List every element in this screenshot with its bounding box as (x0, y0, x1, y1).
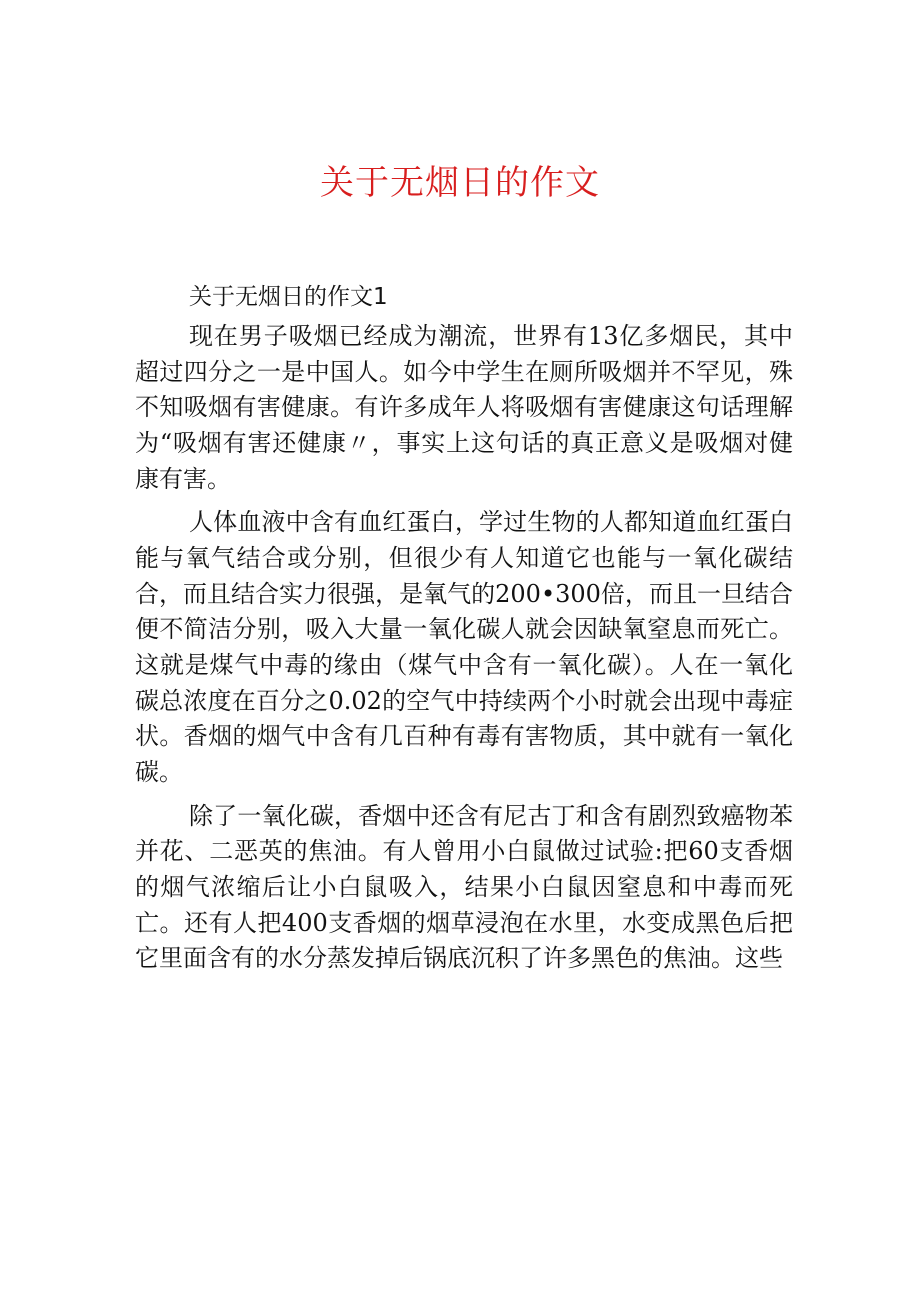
section-subtitle: 关于无烟日的作文1 (189, 284, 388, 310)
document-body (135, 280, 793, 985)
paragraph-2: 人体血液中含有血红蛋白，学过生物的人都知道血红蛋白能与氧气结合或分别，但很少有人知道它也能与一氧化碳结合，而且结合实力很强，是氧气的200•300倍，而且一旦结合便不简洁分别，吸入大量一氧化碳人就会因缺氧窒息而死亡。这就是煤气中毒的缘由（煤气中含有一氧化碳）。人在一氧化碳总浓度在百分之0.02的空气中持续两个小时就会出现中毒症状。香烟的烟气中含有几百种有毒有害物质，其中就有一氧化碳。 (135, 508, 793, 787)
document-title: 关于无烟日的作文 (320, 163, 600, 203)
paragraph-3: 除了一氧化碳，香烟中还含有尼古丁和含有剧烈致癌物苯并花、二恶英的焦油。有人曾用小白鼠做过试验:把60支香烟的烟气浓缩后让小白鼠吸入，结果小白鼠因窒息和中毒而死亡。还有人把400支香烟的烟草浸泡在水里，水变成黑色后把它里面含有的水分蒸发掉后锅底沉积了许多黑色的焦油。这些 (135, 801, 793, 973)
paragraph-1: 现在男子吸烟已经成为潮流，世界有13亿多烟民，其中超过四分之一是中国人。如今中学生在厕所吸烟并不罕见，殊不知吸烟有害健康。有许多成年人将吸烟有害健康这句话理解为“吸烟有害还健康〃，事实上这句话的真正意义是吸烟对健康有害。 (135, 322, 793, 493)
